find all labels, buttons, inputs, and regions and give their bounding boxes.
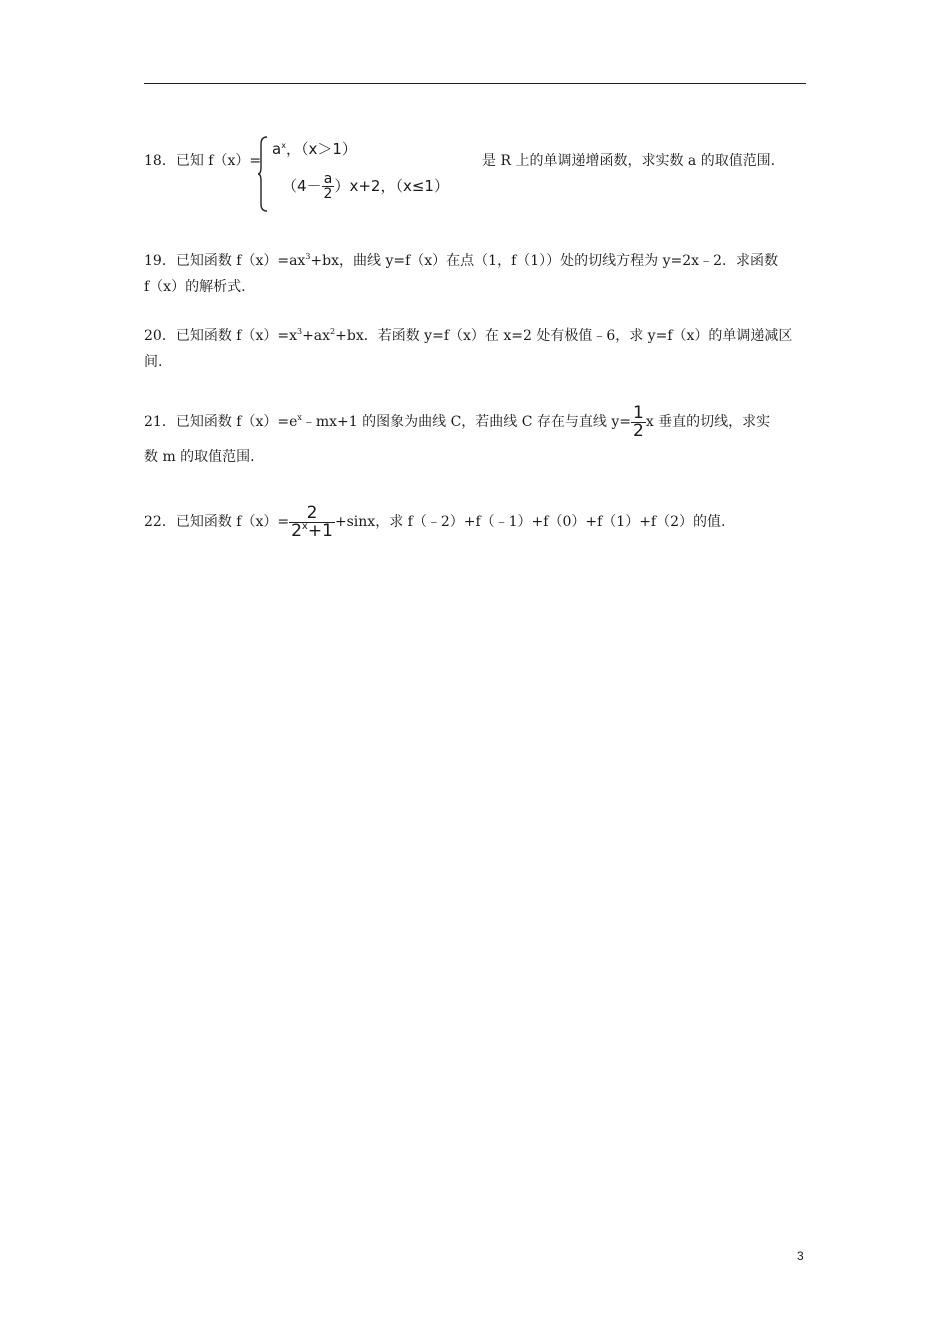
q18-case1-sup: x bbox=[281, 141, 286, 150]
page-number: 3 bbox=[797, 1249, 804, 1263]
q21-line-1 bbox=[144, 402, 810, 442]
q22-frac-num: 2 bbox=[306, 502, 318, 523]
q20-line-1 bbox=[144, 323, 810, 349]
q18-case-2 bbox=[282, 172, 449, 201]
question-20 bbox=[144, 323, 810, 375]
q18-case1-expr: a bbox=[272, 140, 282, 158]
q18-tail: 是 R 上的单调递增函数，求实数 a 的取值范围. bbox=[482, 153, 776, 169]
q21-frac-num: 1 bbox=[633, 402, 644, 423]
question-22 bbox=[144, 500, 810, 544]
q21-line-2: 数 m 的取值范围. bbox=[144, 449, 255, 465]
q21-text-a: 21．已知函数 f（x）=e bbox=[144, 414, 298, 430]
question-19 bbox=[144, 248, 810, 300]
q22-text-a: 22．已知函数 f（x）= bbox=[144, 514, 290, 530]
q18-frac-den: 2 bbox=[323, 186, 333, 202]
q22-frac-den bbox=[289, 522, 335, 540]
q21-text-c: x 垂直的切线，求实 bbox=[645, 414, 771, 430]
question-21 bbox=[144, 402, 810, 470]
q18-frac-num: a bbox=[323, 171, 333, 187]
q20-text-b: +ax bbox=[302, 328, 331, 344]
q22-text-b: +sinx，求 f（﹣2）+f（﹣1）+f（0）+f（1）+f（2）的值. bbox=[334, 514, 726, 530]
q19-line-1 bbox=[144, 248, 810, 274]
q20-text-c: +bx．若函数 y=f（x）在 x=2 处有极值﹣6，求 y=f（x）的单调递减区 bbox=[335, 328, 793, 344]
q20-sup-2: 2 bbox=[330, 327, 336, 336]
q19-line-2: f（x）的解析式. bbox=[144, 279, 246, 295]
q18-case2-b: ）x+2，（x≤1） bbox=[334, 177, 449, 195]
q22-den-sup: x bbox=[301, 520, 308, 532]
q21-fraction bbox=[631, 402, 646, 441]
q21-frac-den: 2 bbox=[633, 420, 644, 441]
q20-line-2: 间. bbox=[144, 354, 163, 370]
question-18 bbox=[144, 132, 824, 214]
q22-den-tail: +1 bbox=[307, 520, 333, 541]
q18-case-1 bbox=[272, 138, 357, 159]
q19-text-b: +bx，曲线 y=f（x）在点（1，f（1））处的切线方程为 y=2x﹣2．求函数 bbox=[310, 253, 778, 269]
q18-case1-cond: ，（x＞1） bbox=[285, 140, 357, 158]
q18-case2-a: （4－ bbox=[282, 177, 322, 195]
header-rule bbox=[144, 83, 806, 84]
piecewise-brace bbox=[258, 136, 268, 212]
q18-fraction bbox=[322, 172, 335, 201]
q22-den-base: 2 bbox=[291, 520, 302, 541]
q20-text-a: 20．已知函数 f（x）=x bbox=[144, 328, 297, 344]
q19-sup: 3 bbox=[305, 252, 311, 261]
q22-line-1 bbox=[144, 500, 810, 544]
q22-fraction bbox=[289, 502, 335, 541]
q21-sup: x bbox=[297, 413, 302, 422]
q21-text-b: ﹣mx+1 的图象为曲线 C，若曲线 C 存在与直线 y= bbox=[301, 414, 631, 430]
q20-sup-1: 3 bbox=[296, 327, 303, 336]
q19-text-a: 19．已知函数 f（x）=ax bbox=[144, 253, 306, 269]
q18-lead: 18．已知 f（x）= bbox=[144, 153, 262, 169]
